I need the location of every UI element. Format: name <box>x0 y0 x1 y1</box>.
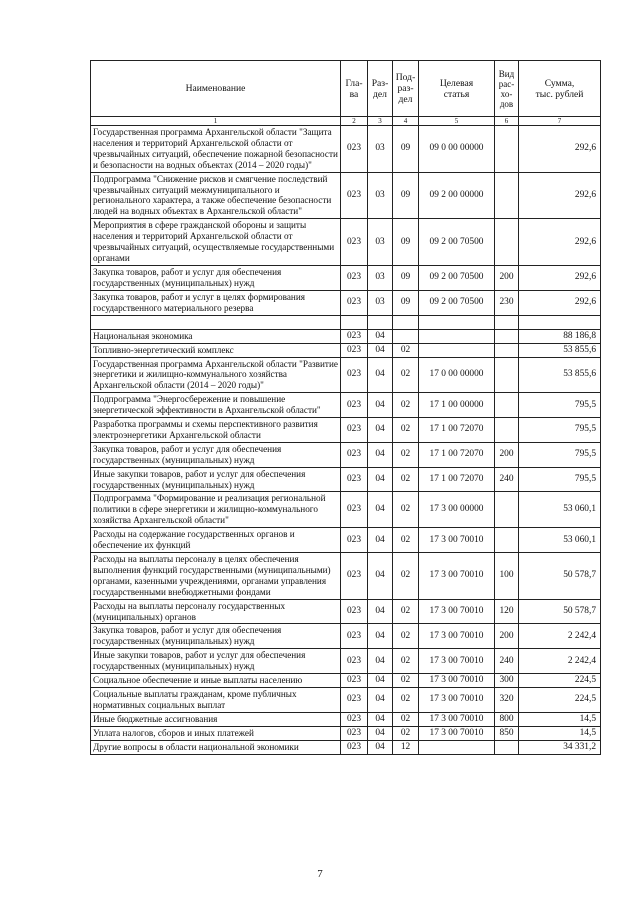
column-number: 5 <box>419 117 495 126</box>
row-target: 17 1 00 00000 <box>419 393 495 418</box>
row-target: 17 1 00 72070 <box>419 442 495 467</box>
table-row <box>91 219 601 266</box>
table-row <box>91 442 601 467</box>
row-target: 17 3 00 70010 <box>419 688 495 713</box>
row-target: 17 3 00 00000 <box>419 492 495 528</box>
table-header <box>91 61 601 126</box>
table-row <box>91 528 601 553</box>
row-glava: 023 <box>341 467 368 492</box>
row-target: 17 0 00 00000 <box>419 357 495 393</box>
row-target: 17 1 00 72070 <box>419 467 495 492</box>
row-sum: 14,5 <box>519 712 601 726</box>
row-name: Подпрограмма "Энергосбережение и повышение энергетической эффективности в Архангельской области" <box>91 393 341 418</box>
column-number: 1 <box>91 117 341 126</box>
row-target <box>419 343 495 357</box>
row-target: 17 3 00 70010 <box>419 599 495 624</box>
row-podrazdel: 09 <box>393 126 419 173</box>
row-vid: 200 <box>495 442 519 467</box>
row-podrazdel: 09 <box>393 172 419 219</box>
row-target: 17 3 00 70010 <box>419 674 495 688</box>
row-podrazdel: 02 <box>393 442 419 467</box>
row-vid: 100 <box>495 553 519 600</box>
row-target: 17 3 00 70010 <box>419 528 495 553</box>
table-row <box>91 265 601 290</box>
row-name: Расходы на выплаты персоналу в целях обеспечения выполнения функций государственными (муниципальными) органами, казенными учреждениями, органами управления государственными внебюджетными фондами <box>91 553 341 600</box>
row-podrazdel: 02 <box>393 726 419 740</box>
row-razdel: 04 <box>368 393 393 418</box>
row-razdel: 04 <box>368 712 393 726</box>
row-razdel: 04 <box>368 329 393 343</box>
row-name: Расходы на выплаты персоналу государственных (муниципальных) органов <box>91 599 341 624</box>
row-target: 09 0 00 00000 <box>419 126 495 173</box>
row-podrazdel: 09 <box>393 219 419 266</box>
table-row <box>91 624 601 649</box>
row-podrazdel: 02 <box>393 688 419 713</box>
table-row <box>91 343 601 357</box>
row-razdel: 04 <box>368 442 393 467</box>
row-podrazdel: 02 <box>393 393 419 418</box>
row-name: Разработка программы и схемы перспективного развития электроэнергетики Архангельской области <box>91 418 341 443</box>
row-name <box>91 315 341 329</box>
row-sum: 53 060,1 <box>519 492 601 528</box>
row-podrazdel: 02 <box>393 467 419 492</box>
row-podrazdel <box>393 329 419 343</box>
row-glava: 023 <box>341 329 368 343</box>
table-row <box>91 329 601 343</box>
row-sum: 795,5 <box>519 467 601 492</box>
row-razdel: 04 <box>368 492 393 528</box>
row-glava: 023 <box>341 726 368 740</box>
row-razdel: 04 <box>368 726 393 740</box>
row-podrazdel: 02 <box>393 649 419 674</box>
row-razdel: 04 <box>368 624 393 649</box>
table-row <box>91 357 601 393</box>
row-razdel: 04 <box>368 649 393 674</box>
row-name: Подпрограмма "Снижение рисков и смягчение последствий чрезвычайных ситуаций межмуниципального и регионального характера, а также обеспечение безопасности людей на водных объектах в Архангельской области" <box>91 172 341 219</box>
row-glava: 023 <box>341 599 368 624</box>
row-glava: 023 <box>341 688 368 713</box>
row-name: Иные закупки товаров, работ и услуг для обеспечения государственных (муниципальных) нужд <box>91 649 341 674</box>
row-podrazdel: 02 <box>393 553 419 600</box>
row-sum: 224,5 <box>519 688 601 713</box>
row-razdel: 03 <box>368 290 393 315</box>
row-podrazdel: 02 <box>393 624 419 649</box>
row-name: Социальное обеспечение и иные выплаты населению <box>91 674 341 688</box>
row-sum: 292,6 <box>519 126 601 173</box>
row-sum: 2 242,4 <box>519 649 601 674</box>
row-target: 17 3 00 70010 <box>419 624 495 649</box>
row-name: Топливно-энергетический комплекс <box>91 343 341 357</box>
row-podrazdel: 02 <box>393 712 419 726</box>
row-podrazdel: 02 <box>393 418 419 443</box>
table-row <box>91 393 601 418</box>
row-name: Закупка товаров, работ и услуг для обеспечения государственных (муниципальных) нужд <box>91 265 341 290</box>
row-vid: 200 <box>495 624 519 649</box>
row-vid <box>495 343 519 357</box>
row-target: 17 3 00 70010 <box>419 712 495 726</box>
row-target: 09 2 00 70500 <box>419 265 495 290</box>
row-vid: 240 <box>495 467 519 492</box>
row-vid <box>495 172 519 219</box>
row-glava <box>341 315 368 329</box>
row-razdel <box>368 315 393 329</box>
row-sum: 292,6 <box>519 290 601 315</box>
row-sum: 795,5 <box>519 442 601 467</box>
row-name: Закупка товаров, работ и услуг для обеспечения государственных (муниципальных) нужд <box>91 442 341 467</box>
table-row <box>91 599 601 624</box>
row-glava: 023 <box>341 674 368 688</box>
row-sum: 34 331,2 <box>519 740 601 754</box>
header-name: Наименование <box>91 61 341 117</box>
row-glava: 023 <box>341 528 368 553</box>
row-razdel: 04 <box>368 688 393 713</box>
row-name: Государственная программа Архангельской области "Защита населения и территорий Архангельской области от чрезвычайных ситуаций, обеспечение пожарной безопасности и безопасности на водных объектах (2014 – 2020 годы)" <box>91 126 341 173</box>
row-glava: 023 <box>341 418 368 443</box>
budget-table <box>90 60 601 755</box>
row-sum: 795,5 <box>519 418 601 443</box>
row-vid <box>495 418 519 443</box>
header-sum: Сумма, тыс. рублей <box>519 61 601 117</box>
row-razdel: 04 <box>368 467 393 492</box>
row-podrazdel: 12 <box>393 740 419 754</box>
row-target: 09 2 00 00000 <box>419 172 495 219</box>
row-target <box>419 740 495 754</box>
row-vid: 800 <box>495 712 519 726</box>
row-vid <box>495 528 519 553</box>
row-sum: 292,6 <box>519 265 601 290</box>
row-name: Иные бюджетные ассигнования <box>91 712 341 726</box>
row-vid <box>495 492 519 528</box>
column-number: 4 <box>393 117 419 126</box>
row-razdel: 04 <box>368 343 393 357</box>
row-glava: 023 <box>341 172 368 219</box>
row-podrazdel: 02 <box>393 528 419 553</box>
page-number: 7 <box>317 868 323 880</box>
header-vid: Вид рас- хо- дов <box>495 61 519 117</box>
row-razdel: 04 <box>368 674 393 688</box>
row-sum: 14,5 <box>519 726 601 740</box>
row-razdel: 03 <box>368 172 393 219</box>
row-target <box>419 329 495 343</box>
row-glava: 023 <box>341 492 368 528</box>
row-glava: 023 <box>341 712 368 726</box>
row-sum: 53 060,1 <box>519 528 601 553</box>
row-razdel: 04 <box>368 418 393 443</box>
row-target: 17 3 00 70010 <box>419 726 495 740</box>
table-row <box>91 126 601 173</box>
row-vid: 300 <box>495 674 519 688</box>
row-glava: 023 <box>341 393 368 418</box>
row-glava: 023 <box>341 357 368 393</box>
row-glava: 023 <box>341 290 368 315</box>
row-podrazdel: 09 <box>393 290 419 315</box>
table-row <box>91 712 601 726</box>
row-razdel: 03 <box>368 265 393 290</box>
row-glava: 023 <box>341 219 368 266</box>
row-razdel: 03 <box>368 126 393 173</box>
table-row <box>91 740 601 754</box>
table-row <box>91 290 601 315</box>
row-vid <box>495 393 519 418</box>
row-glava: 023 <box>341 624 368 649</box>
header-glava: Гла- ва <box>341 61 368 117</box>
table-row <box>91 492 601 528</box>
table-row <box>91 418 601 443</box>
row-podrazdel: 02 <box>393 599 419 624</box>
row-vid <box>495 126 519 173</box>
column-number: 7 <box>519 117 601 126</box>
header-podrazdel: Под- раз- дел <box>393 61 419 117</box>
row-podrazdel: 02 <box>393 674 419 688</box>
table-row <box>91 467 601 492</box>
row-name: Национальная экономика <box>91 329 341 343</box>
row-sum: 292,6 <box>519 219 601 266</box>
row-name: Другие вопросы в области национальной экономики <box>91 740 341 754</box>
row-sum: 88 186,8 <box>519 329 601 343</box>
row-glava: 023 <box>341 649 368 674</box>
header-razdel: Раз- дел <box>368 61 393 117</box>
table-body <box>91 126 601 755</box>
row-name: Закупка товаров, работ и услуг для обеспечения государственных (муниципальных) нужд <box>91 624 341 649</box>
row-target: 17 3 00 70010 <box>419 649 495 674</box>
table-row <box>91 172 601 219</box>
row-podrazdel: 02 <box>393 343 419 357</box>
row-vid: 240 <box>495 649 519 674</box>
row-name: Расходы на содержание государственных органов и обеспечение их функций <box>91 528 341 553</box>
row-vid <box>495 315 519 329</box>
row-sum: 53 855,6 <box>519 343 601 357</box>
row-razdel: 03 <box>368 219 393 266</box>
row-razdel: 04 <box>368 553 393 600</box>
row-sum: 2 242,4 <box>519 624 601 649</box>
column-number: 3 <box>368 117 393 126</box>
row-glava: 023 <box>341 442 368 467</box>
table-row <box>91 674 601 688</box>
row-target: 17 3 00 70010 <box>419 553 495 600</box>
row-podrazdel: 02 <box>393 492 419 528</box>
row-sum: 53 855,6 <box>519 357 601 393</box>
row-podrazdel: 09 <box>393 265 419 290</box>
row-sum: 50 578,7 <box>519 599 601 624</box>
row-target: 09 2 00 70500 <box>419 219 495 266</box>
row-vid <box>495 219 519 266</box>
row-target: 09 2 00 70500 <box>419 290 495 315</box>
row-sum: 292,6 <box>519 172 601 219</box>
row-name: Социальные выплаты гражданам, кроме публичных нормативных социальных выплат <box>91 688 341 713</box>
row-vid: 120 <box>495 599 519 624</box>
header-target: Целевая статья <box>419 61 495 117</box>
column-number: 2 <box>341 117 368 126</box>
row-vid: 850 <box>495 726 519 740</box>
row-sum: 224,5 <box>519 674 601 688</box>
table-row <box>91 315 601 329</box>
row-vid <box>495 357 519 393</box>
row-target: 17 1 00 72070 <box>419 418 495 443</box>
row-glava: 023 <box>341 265 368 290</box>
row-sum <box>519 315 601 329</box>
row-glava: 023 <box>341 126 368 173</box>
row-glava: 023 <box>341 553 368 600</box>
row-razdel: 04 <box>368 740 393 754</box>
row-name: Подпрограмма "Формирование и реализация региональной политики в сфере энергетики и жилищно-коммунального хозяйства Архангельской области" <box>91 492 341 528</box>
row-razdel: 04 <box>368 528 393 553</box>
table-row <box>91 649 601 674</box>
row-vid: 230 <box>495 290 519 315</box>
row-vid: 320 <box>495 688 519 713</box>
row-name: Закупка товаров, работ и услуг в целях формирования государственного материального резерва <box>91 290 341 315</box>
row-vid: 200 <box>495 265 519 290</box>
table-row <box>91 726 601 740</box>
column-numbers-row <box>91 117 601 126</box>
row-name: Уплата налогов, сборов и иных платежей <box>91 726 341 740</box>
row-vid <box>495 329 519 343</box>
row-sum: 50 578,7 <box>519 553 601 600</box>
table-row <box>91 688 601 713</box>
row-glava: 023 <box>341 740 368 754</box>
row-razdel: 04 <box>368 599 393 624</box>
row-name: Мероприятия в сфере гражданской обороны и защиты населения и территорий Архангельской области от чрезвычайных ситуаций, осуществляемые государственными органами <box>91 219 341 266</box>
row-name: Иные закупки товаров, работ и услуг для обеспечения государственных (муниципальных) нужд <box>91 467 341 492</box>
row-name: Государственная программа Архангельской области "Развитие энергетики и жилищно-коммунального хозяйства Архангельской области (2014 – 2020 годы)" <box>91 357 341 393</box>
row-vid <box>495 740 519 754</box>
column-number: 6 <box>495 117 519 126</box>
row-podrazdel: 02 <box>393 357 419 393</box>
row-target <box>419 315 495 329</box>
row-podrazdel <box>393 315 419 329</box>
row-glava: 023 <box>341 343 368 357</box>
table-row <box>91 553 601 600</box>
row-razdel: 04 <box>368 357 393 393</box>
row-sum: 795,5 <box>519 393 601 418</box>
